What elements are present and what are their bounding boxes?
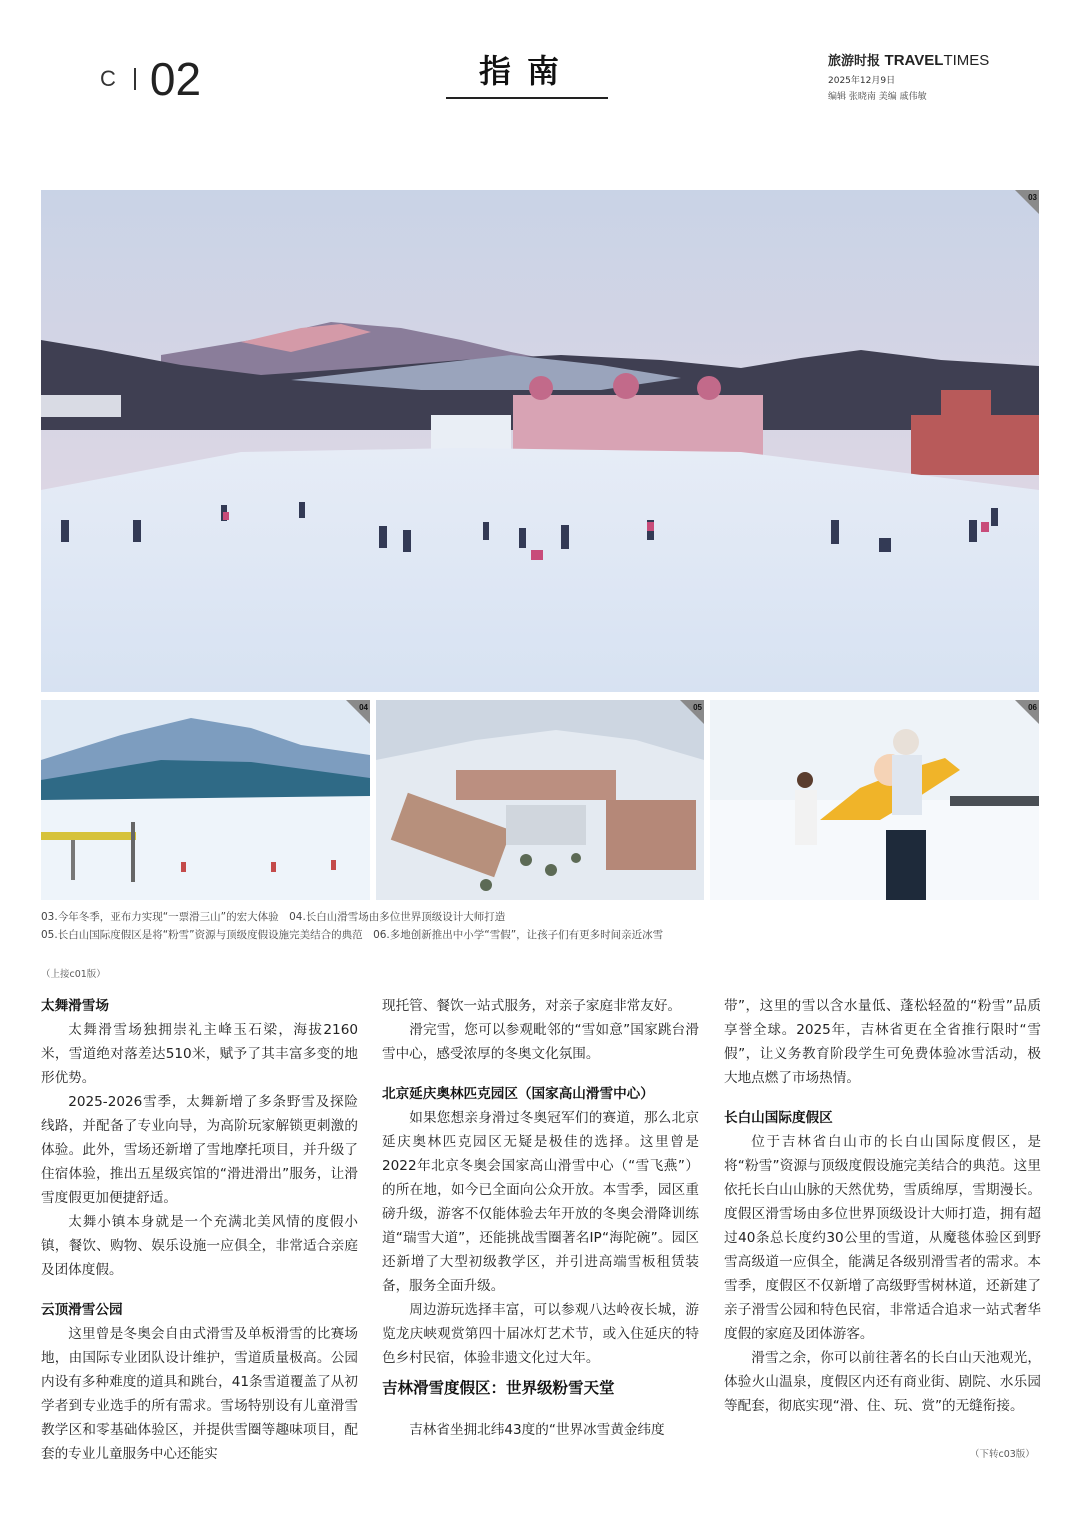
photo-number: 04 bbox=[359, 703, 368, 712]
paragraph: 2025-2026雪季，太舞新增了多条野雪及探险线路，并配备了专业向导，为高阶玩家解锁更刺激的体验。此外，雪场还新增了雪地摩托项目，并升级了住宿体验，推出五星级宾馆的“滑进滑出”服务，让滑雪度假更加便捷舒适。 bbox=[41, 1094, 358, 1206]
editor-credits: 编辑 张晓南 美编 戚伟敏 bbox=[828, 92, 927, 102]
publication-name bbox=[828, 50, 1028, 69]
paragraph: 吉林省坐拥北纬43度的“世界冰雪黄金纬度 bbox=[409, 1422, 665, 1438]
section-heading: 北京延庆奥林匹克园区（国家高山滑雪中心） bbox=[382, 1086, 654, 1102]
ski-resort-illustration bbox=[41, 190, 1039, 692]
photo-captions bbox=[41, 908, 1041, 944]
paragraph: 带”，这里的雪以含水量低、蓬松轻盈的“粉雪”品质享誉全球。2025年，吉林省更在全省推行限时“雪假”，让义务教育阶段学生可免费体验冰雪活动，极大地点燃了市场热情。 bbox=[724, 998, 1041, 1086]
caption-line: 03.今年冬季，亚布力实现“一票滑三山”的宏大体验 04.长白山滑雪场由多位世界顶级设计大师打造 bbox=[41, 911, 506, 923]
family-ski-illustration bbox=[710, 700, 1039, 900]
section-title: 指南 bbox=[478, 52, 575, 90]
section-letter: C bbox=[100, 66, 118, 91]
photo-main-ski-resort bbox=[41, 190, 1039, 692]
paragraph: 周边游玩选择丰富，可以参观八达岭夜长城，游览龙庆峡观赏第四十届冰灯艺术节，或入住延庆的特色乡村民宿，体验非遗文化过大年。 bbox=[382, 1302, 699, 1366]
photo-05-resort-aerial bbox=[376, 700, 704, 900]
paragraph: 这里曾是冬奥会自由式滑雪及单板滑雪的比赛场地，由国际专业团队设计维护，雪道质量极高。公园内设有多种难度的道具和跳台，41条雪道覆盖了从初学者到专业选手的所有需求。雪场特别设有儿童滑雪教学区和零基础体验区，并提供雪圈等趣味项目，配套的专业儿童服务中心还能实 bbox=[41, 1326, 358, 1462]
paragraph: 滑雪之余，你可以前往著名的长白山天池观光，体验火山温泉，度假区内还有商业街、剧院、水乐园等配套，彻底实现“滑、住、玩、赏”的无缝衔接。 bbox=[724, 1350, 1041, 1414]
article-column-1 bbox=[41, 994, 358, 1466]
paragraph: 太舞滑雪场独拥崇礼主峰玉石梁，海拔2160米，雪道绝对落差达510米，赋予了其丰富多变的地形优势。 bbox=[41, 1022, 358, 1086]
publication-en-light: TIMES bbox=[943, 52, 990, 69]
section-heading: 太舞滑雪场 bbox=[41, 998, 109, 1014]
paragraph: 现托管、餐饮一站式服务，对亲子家庭非常友好。 bbox=[382, 998, 682, 1014]
continued-from-note: （上接c01版） bbox=[41, 969, 106, 980]
page-number: 02 bbox=[149, 53, 202, 105]
ski-lift-illustration bbox=[41, 700, 370, 900]
paragraph: 如果您想亲身滑过冬奥冠军们的赛道，那么北京延庆奥林匹克园区无疑是极佳的选择。这里曾是2022年北京冬奥会国家高山滑雪中心（“雪飞燕”）的所在地，如今已全面向公众开放。本雪季，园区重磅升级，游客不仅能体验去年开放的冬奥会滑降训练道“瑞雪大道”，还能挑战雪圈著名IP“海陀碗”。园区还新增了大型初级教学区，并引进高端雪板租赁装备，服务全面升级。 bbox=[382, 1110, 699, 1294]
feature-heading: 吉林滑雪度假区：世界级粉雪天堂 bbox=[382, 1379, 615, 1397]
issue-date: 2025年12月9日 bbox=[828, 76, 896, 86]
photo-number: 05 bbox=[693, 703, 702, 712]
paragraph: 位于吉林省白山市的长白山国际度假区，是将“粉雪”资源与顶级度假设施完美结合的典范。这里依托长白山山脉的天然优势，雪质绵厚，雪期漫长。度假区滑雪场由多位世界顶级设计大师打造，拥有超过40条总长度约30公里的雪道，从魔毯体验区到野雪高级道一应俱全，能满足各级别滑雪者的需求。本雪季，度假区不仅新增了高级野雪树林道，还新建了亲子滑雪公园和特色民宿，非常适合追求一站式奢华度假的家庭及团体游客。 bbox=[724, 1134, 1041, 1342]
title-underline bbox=[446, 97, 608, 99]
paragraph: 太舞小镇本身就是一个充满北美风情的度假小镇，餐饮、购物、娱乐设施一应俱全，非常适合亲庭及团体度假。 bbox=[41, 1214, 358, 1278]
page-number-block bbox=[100, 52, 201, 106]
photo-number: 06 bbox=[1028, 703, 1037, 712]
caption-line: 05.长白山国际度假区是将“粉雪”资源与顶级度假设施完美结合的典范 06.多地创新推出中小学“雪假”，让孩子们有更多时间亲近冰雪 bbox=[41, 929, 664, 941]
publication-cn: 旅游时报 bbox=[828, 54, 881, 69]
continued-to-note: （下转c03版） bbox=[970, 1449, 1035, 1460]
aerial-resort-illustration bbox=[376, 700, 704, 900]
divider bbox=[134, 68, 136, 90]
photo-number: 03 bbox=[1028, 193, 1037, 202]
publication-en-bold: TRAVEL bbox=[884, 52, 944, 69]
section-heading: 长白山国际度假区 bbox=[724, 1110, 833, 1126]
photo-04-changbaishan-slope bbox=[41, 700, 370, 900]
paragraph: 滑完雪，您可以参观毗邻的“雪如意”国家跳台滑雪中心，感受浓厚的冬奥文化氛围。 bbox=[382, 1022, 699, 1062]
masthead bbox=[828, 50, 1028, 102]
section-heading: 云顶滑雪公园 bbox=[41, 1302, 123, 1318]
article-column-3 bbox=[724, 994, 1041, 1418]
article-column-2 bbox=[382, 994, 699, 1442]
photo-06-family-skiing bbox=[710, 700, 1039, 900]
